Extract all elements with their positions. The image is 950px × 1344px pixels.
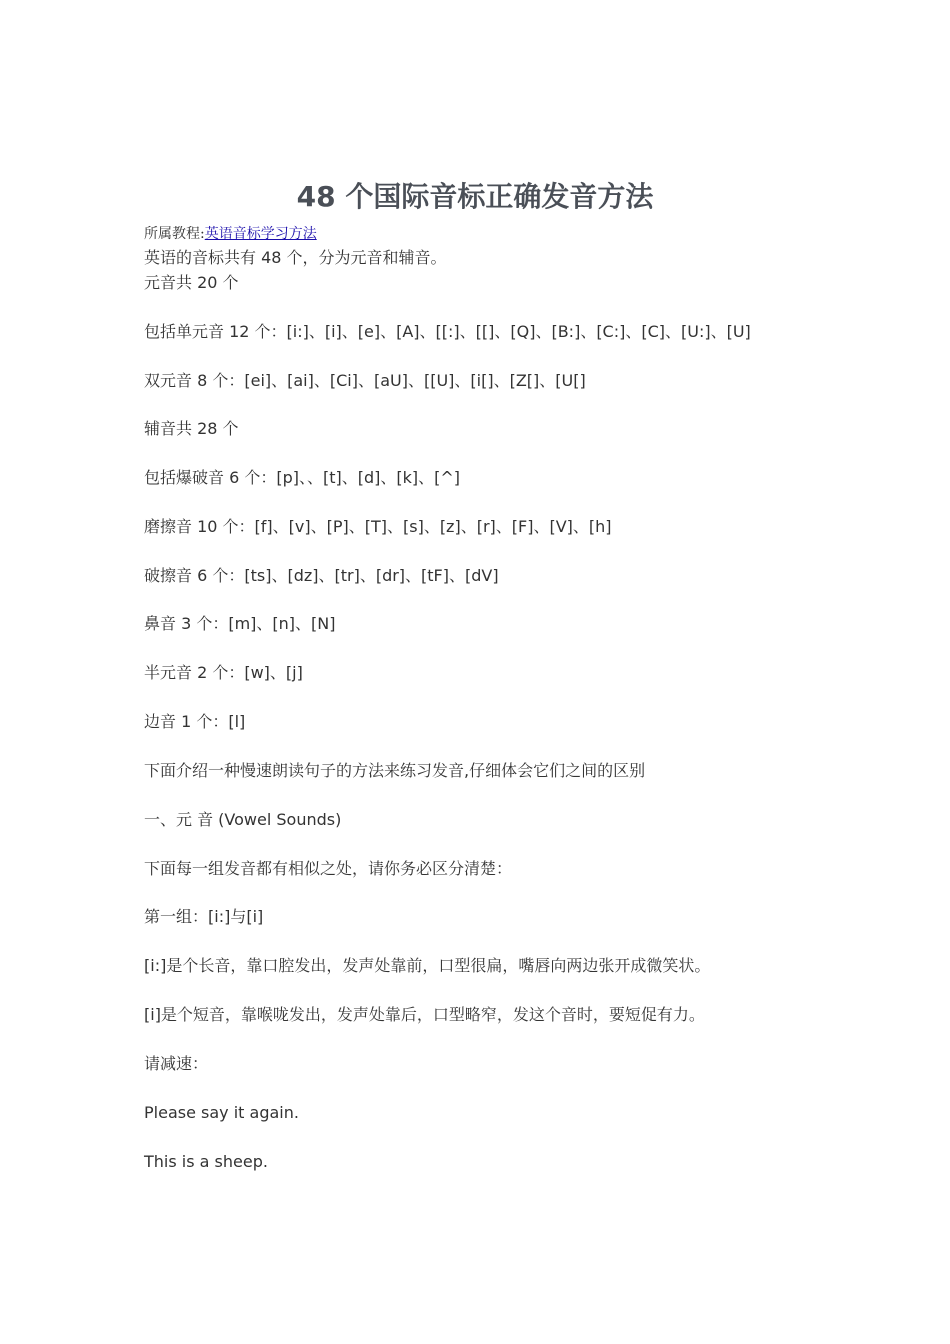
slow-down-label: 请减速：	[144, 1054, 209, 1073]
plosive-line: 包括爆破音 6 个：[p]、、[t]、[d]、[k]、[^]	[144, 468, 461, 487]
monophthong-line: 包括单元音 12 个：[i:]、[i]、[e]、[A]、[[:]、[[]、[Q]、[B:]、[C:]、[C]、[U:]、[U]	[144, 322, 751, 341]
semivowel-line: 半元音 2 个：[w]、[j]	[144, 663, 303, 682]
short-i-description: [i]是个短音，靠喉咙发出，发声处靠后，口型略窄，发这个音时，要短促有力。	[144, 1005, 705, 1024]
document-title: 48 个国际音标正确发音方法	[296, 180, 654, 213]
lateral-line: 边音 1 个：[l]	[144, 712, 246, 731]
vowel-count-line: 元音共 20 个	[144, 273, 239, 292]
diphthong-line: 双元音 8 个：[ei]、[ai]、[Ci]、[aU]、[[U]、[i[]、[Z[]、[U[]	[144, 371, 586, 390]
group-one-heading: 第一组：[i:]与[i]	[144, 907, 264, 926]
intro-line: 英语的音标共有 48 个，分为元音和辅音。	[144, 248, 447, 267]
tutorial-link[interactable]: 英语音标学习方法	[204, 226, 317, 242]
affricate-line: 破擦音 6 个：[ts]、[dz]、[tr]、[dr]、[tF]、[dV]	[144, 566, 499, 585]
long-i-description: [i:]是个长音，靠口腔发出，发声处靠前，口型很扁，嘴唇向两边张开成微笑状。	[144, 956, 711, 975]
instruction-line: 下面每一组发音都有相似之处，请你务必区分清楚：	[144, 859, 513, 878]
tutorial-meta-label: 所属教程:	[144, 226, 205, 242]
method-line: 下面介绍一种慢速朗读句子的方法来练习发音,仔细体会它们之间的区别	[144, 761, 646, 780]
nasal-line: 鼻音 3 个：[m]、[n]、[N]	[144, 614, 336, 633]
tutorial-meta	[144, 224, 317, 244]
fricative-line: 磨擦音 10 个：[f]、[v]、[P]、[T]、[s]、[z]、[r]、[F]、[V]、[h]	[144, 517, 612, 536]
example-sentence: This is a sheep.	[144, 1152, 268, 1171]
consonant-count-line: 辅音共 28 个	[144, 419, 239, 438]
section-heading-vowels: 一、元 音 (Vowel Sounds)	[144, 810, 342, 829]
example-sentence: Please say it again.	[144, 1103, 299, 1122]
